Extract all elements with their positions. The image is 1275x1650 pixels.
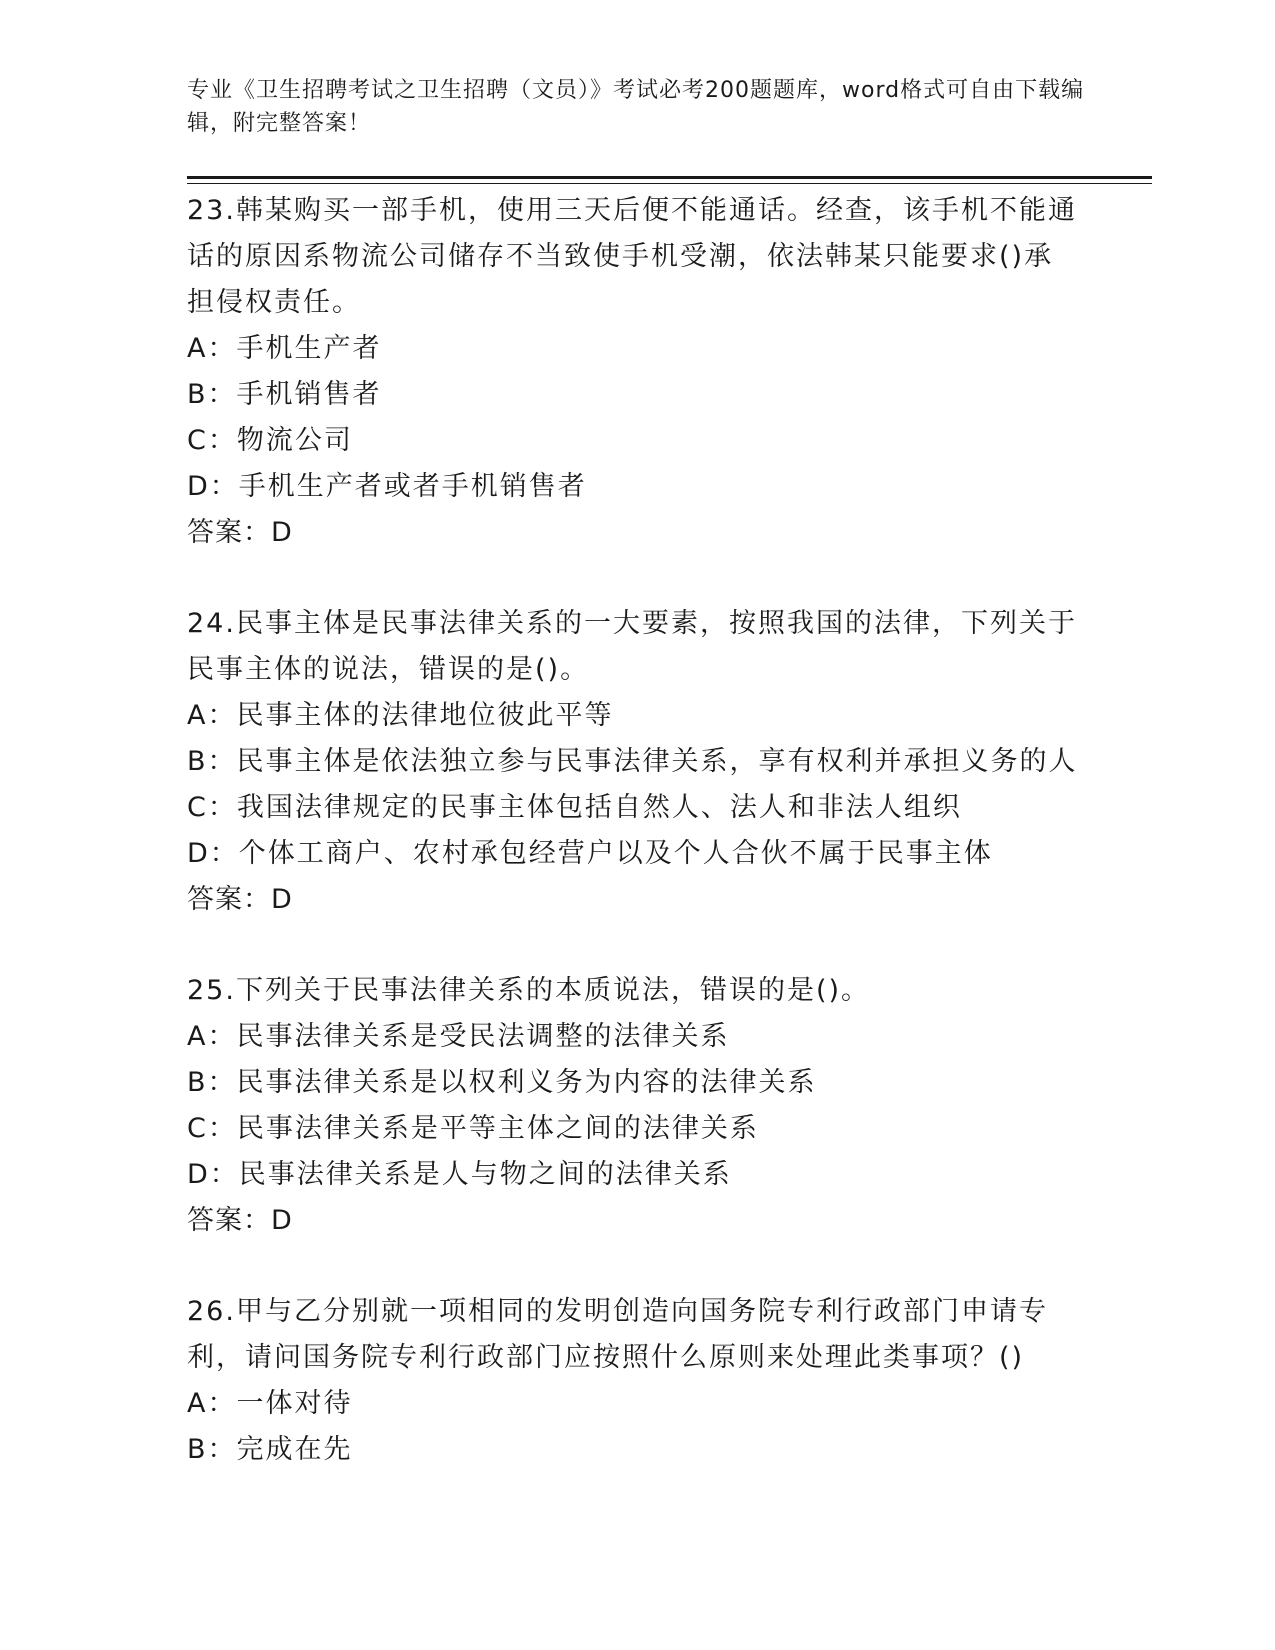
question-stem: 23.韩某购买一部手机，使用三天后便不能通话。经查，该手机不能通话的原因系物流公司储存不当致使手机受潮，依法韩某只能要求()承担侵权责任。 [187, 195, 1077, 318]
option-a: A：一体对待 [187, 1388, 353, 1419]
question-stem: 25.下列关于民事法律关系的本质说法，错误的是()。 [187, 975, 871, 1006]
option-d: D：民事法律关系是人与物之间的法律关系 [187, 1159, 732, 1190]
header-divider-thin [187, 183, 1152, 184]
option-a: A：民事法律关系是受民法调整的法律关系 [187, 1021, 730, 1052]
option-b: B：民事法律关系是以权利义务为内容的法律关系 [187, 1067, 817, 1098]
question-23 [187, 188, 1077, 556]
question-26 [187, 1289, 1077, 1473]
option-c: C：民事法律关系是平等主体之间的法律关系 [187, 1113, 759, 1144]
option-c: C：物流公司 [187, 425, 353, 456]
question-25 [187, 968, 1077, 1244]
question-list [187, 188, 1077, 1518]
option-a: A：手机生产者 [187, 333, 382, 364]
option-b: B：完成在先 [187, 1434, 353, 1465]
option-d: D：个体工商户、农村承包经营户以及个人合伙不属于民事主体 [187, 838, 993, 869]
option-c: C：我国法律规定的民事主体包括自然人、法人和非法人组织 [187, 792, 962, 823]
answer-line: 答案：D [187, 1205, 293, 1236]
answer-line: 答案：D [187, 884, 293, 915]
document-header: 专业《卫生招聘考试之卫生招聘（文员）》考试必考200题题库，word格式可自由下载编辑，附完整答案！ [187, 78, 1085, 136]
option-b: B：手机销售者 [187, 379, 382, 410]
question-stem: 24.民事主体是民事法律关系的一大要素，按照我国的法律，下列关于民事主体的说法，错误的是()。 [187, 608, 1077, 685]
question-stem: 26.甲与乙分别就一项相同的发明创造向国务院专利行政部门申请专利，请问国务院专利行政部门应按照什么原则来处理此类事项？() [187, 1296, 1048, 1373]
header-divider-thick [187, 176, 1152, 179]
option-d: D：手机生产者或者手机销售者 [187, 471, 587, 502]
question-24 [187, 601, 1077, 923]
option-a: A：民事主体的法律地位彼此平等 [187, 700, 614, 731]
option-b: B：民事主体是依法独立参与民事法律关系，享有权利并承担义务的人 [187, 746, 1078, 777]
answer-line: 答案：D [187, 517, 293, 548]
